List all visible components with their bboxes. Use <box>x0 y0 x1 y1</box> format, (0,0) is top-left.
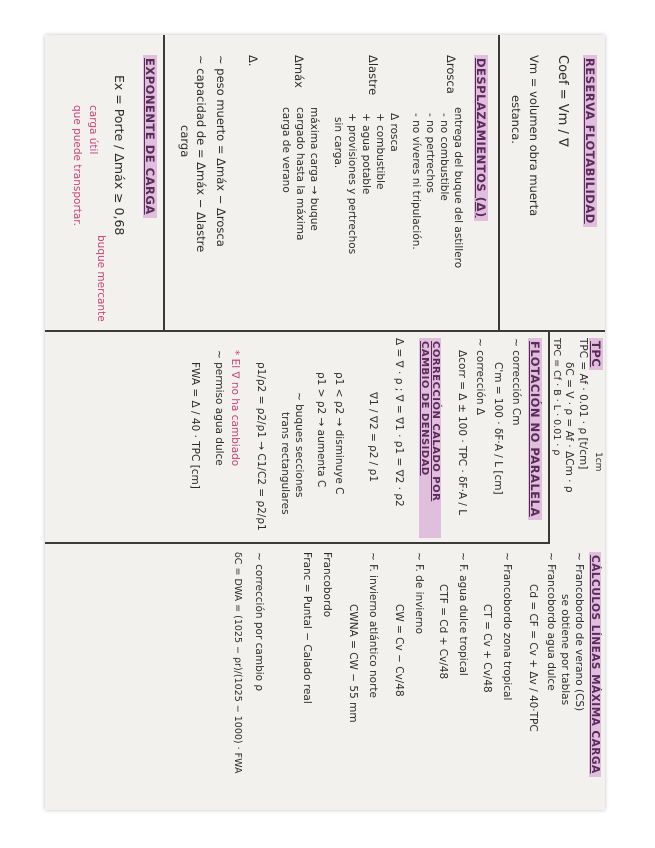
max-line: carga de verano <box>280 107 292 193</box>
rosca-line: - no pertrechos <box>424 113 436 193</box>
lastre-line: + agua potable <box>360 113 372 195</box>
exponente-title: EXPONENTE DE CARGA <box>143 55 157 218</box>
lastre-label: Δlastre <box>366 55 380 96</box>
correccion-line-5: ~ buques secciones <box>293 392 305 498</box>
lastre-line: sin carga. <box>332 117 344 169</box>
calculos-line-15: ~ corrección por cambio ρ <box>253 552 265 692</box>
section-flotacion <box>448 332 548 542</box>
exponente-note-transporte: que puede transportar. <box>71 105 83 227</box>
tpc-line-1: TPC = Af · 0.01 · ρ [t/cm] <box>577 338 589 470</box>
section-tpc <box>550 332 605 542</box>
correccion-title: CORRECCIÓN CALADO POR CAMBIO DE DENSIDAD <box>419 338 441 538</box>
lastre-line: + provisiones y pertrechos <box>346 113 358 255</box>
max-label: Δmáx <box>292 55 306 88</box>
correccion-line-3: ρ1 < ρ2 → disminuye C <box>333 372 345 495</box>
peso-muerto: ~ peso muerto = Δmáx − Δrosca <box>214 55 228 247</box>
calculos-line-14: Franc = Puntal − Calado real <box>301 552 313 704</box>
capacidad-2: carga <box>178 125 192 158</box>
correccion-line-4: ρ1 > ρ2 → aumenta C <box>315 372 327 488</box>
correccion-line-9: ~ permiso agua dulce <box>213 350 225 466</box>
capacidad: ~ capacidad de = Δmáx − Δlastre <box>194 55 208 253</box>
reserva-formula: Coef = Vm / ∇ <box>555 55 570 147</box>
correccion-line-8: * El ∇ no ha cambiado <box>229 350 241 467</box>
correccion-line-2: ∇1 / ∇2 = ρ2 / ρ1 <box>367 392 379 482</box>
calculos-line-13: Francobordo <box>321 552 333 618</box>
calculos-line-12: CWNA = CW − 55 mm <box>347 604 359 723</box>
calculos-line-11: ~ F. invierno atlántico norte <box>367 552 379 698</box>
calculos-line-16: δC = DWA = (1025 − ρr)/(1025 − 1000) · FWA <box>232 552 243 774</box>
calculos-line-3: ~ Francobordo agua dulce <box>545 552 557 691</box>
reserva-note2: estanca. <box>509 95 523 144</box>
calculos-line-7: ~ F. agua dulce tropical <box>457 552 469 676</box>
rosca-label: Δrosca <box>444 55 458 94</box>
section-calculos <box>45 544 605 810</box>
max-line: máxima carga → buque <box>308 107 320 231</box>
calculos-line-9: ~ F. de invierno <box>413 552 425 635</box>
rosca-line: - no víveres ni tripulación. <box>410 113 422 250</box>
section-reserva <box>500 35 605 330</box>
flotacion-line-4: Δcorr = Δ ± 100 · TPC · δF·A / L <box>456 350 468 516</box>
flotacion-line-2: C'm = 100 · δF·A / L [cm] <box>492 362 504 495</box>
max-line: cargado hasta la máxima <box>294 107 306 241</box>
tpc-title: TPC <box>589 338 603 370</box>
calculos-line-2: se obtiene por tablas <box>559 594 571 706</box>
reserva-title: RESERVA FLOTABILIDAD <box>583 55 597 227</box>
flotacion-line-3: ~ corrección Δ <box>474 338 486 416</box>
tpc-unit: 1cm <box>593 452 603 472</box>
reserva-note1: Vm = volumen obra muerta <box>527 55 541 217</box>
exponente-note-carga: carga útil <box>87 105 99 155</box>
exponente-note-buque: buque mercante <box>95 235 107 322</box>
notebook-page <box>45 35 605 810</box>
delta-label: Δ. <box>246 55 260 67</box>
tpc-line-3: TPC = Cf · B · L · 0.01 · ρ <box>551 338 562 456</box>
correccion-line-7: ρ1/ρ2 = ρ2/ρ1 → C1/C2 = ρ2/ρ1 <box>255 362 267 531</box>
flotacion-title: FLOTACIÓN NO PARALELA <box>528 338 542 520</box>
rosca-line: - no combustible <box>438 113 450 201</box>
section-desplazamientos <box>165 35 498 330</box>
section-correccion <box>45 332 445 542</box>
flotacion-line-1: ~ corrección Cm <box>510 338 522 426</box>
lastre-line: Δ rosca <box>388 113 400 152</box>
calculos-line-6: CT = Cv + Cv/48 <box>481 604 493 693</box>
section-exponente <box>45 35 163 330</box>
calculos-line-4: Cd = CF = Cv + Δv / 40·TPC <box>527 584 539 732</box>
rosca-line: entrega del buque del astillero <box>452 107 464 269</box>
rotated-notes <box>45 35 605 810</box>
calculos-title: CÁLCULOS LÍNEAS MÁXIMA CARGA <box>589 552 601 777</box>
calculos-line-8: CTF = Cd + Cv/48 <box>437 584 449 680</box>
tpc-line-2: δC = V · ρ = Af · ΔCm · ρ <box>563 362 575 493</box>
correccion-line-1: Δ = ∇ · ρ ; ∇ = ∇1 · ρ1 = ∇2 · ρ2 <box>393 338 405 507</box>
correccion-line-6: trans rectangulares <box>279 412 291 515</box>
desplazamientos-title: DESPLAZAMIENTOS (Δ) <box>474 55 488 221</box>
calculos-line-1: ~ Francobordo de verano (CS) <box>573 552 585 712</box>
calculos-line-5: ~ Francobordo zona tropical <box>501 552 513 701</box>
correccion-line-10: FWA = Δ / 40 · TPC [cm] <box>189 362 201 489</box>
exponente-formula: Ex = Porte / Δmáx ≥ 0,68 <box>112 75 127 236</box>
calculos-line-10: CW = Cv − Cv/48 <box>393 604 405 697</box>
lastre-line: + combustible <box>374 113 386 190</box>
